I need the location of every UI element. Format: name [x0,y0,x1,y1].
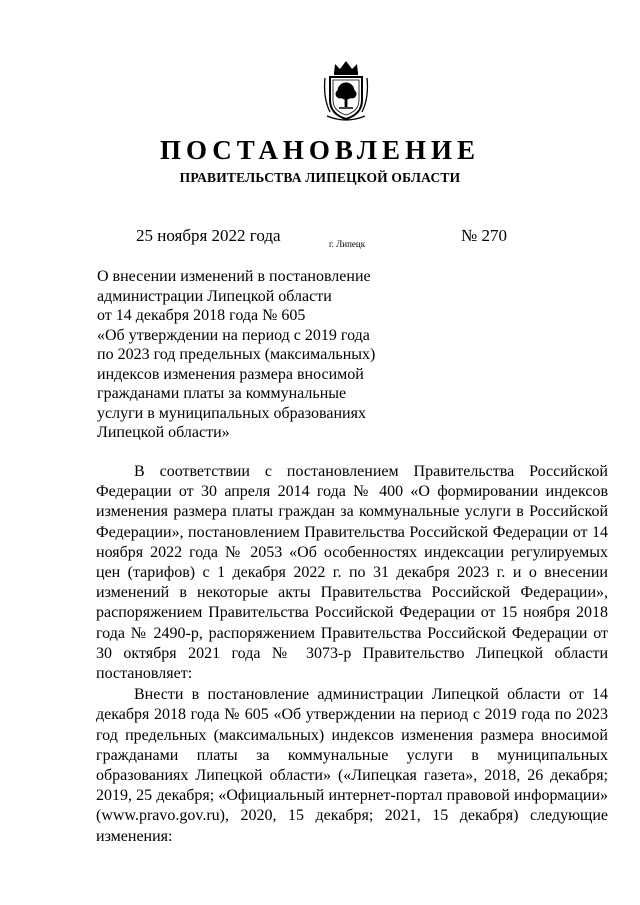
heading-line: Липецкой области» [97,424,230,441]
heading-line: О внесении изменений в постановление [97,268,371,285]
heading-line: от 14 декабря 2018 года № 605 [97,307,306,324]
document-number: № 270 [461,226,507,245]
document-date: 25 ноября 2022 года [136,226,281,245]
body-paragraph: Внести в постановление администрации Липецкой области от 14 декабря 2018 года № 605 «Об утверждении на период с 2019 года по 2023 год предельных (максимальных) индексов изменения размера вносимой гражданами платы за коммунальные услуги в муниципальных образованиях Липецкой области» («Липецкая газета», 2018, 26 декабря; 2019, 25 декабря; «Официальный интернет-портал правовой информации» (www.pravo.gov.ru), 2020, 15 декабря; 2021, 15 декабря) следующие изменения: [96,686,608,845]
heading-line: услуги в муниципальных образованиях [97,404,366,422]
body-paragraph: В соответствии с постановлением Правительства Российской Федерации от 30 апреля 2014 года № 400 «О формировании индексов изменения размера платы граждан за коммунальные услуги в Российской Федерации», постановлением Правительства Российской Федерации от 14 ноября 2022 года № 2053 «Об особенностях индексации регулируемых цен (тарифов) с 1 декабря 2022 г. по 31 декабря 2023 г. и о внесении изменений в некоторые акты Правительства Российской Федерации», распоряжением Правительства Российской Федерации от 15 ноября 2018 года № 2490-р, распоряжением Правительства Российской Федерации от 30 октября 2021 года № 3073-р Правительство Липецкой области постановляет: [96,463,608,683]
heading-line: гражданами платы за коммунальные [97,385,347,402]
heading-line: администрации Липецкой области [97,287,332,305]
document-city: г. Липецк [329,239,366,249]
coat-of-arms-icon [321,58,371,122]
document-title: ПОСТАНОВЛЕНИЕ [159,135,481,165]
document-heading [97,267,397,443]
heading-line: по 2023 год предельных (максимальных) [97,346,376,363]
heading-line: «Об утверждении на период с 2019 года [97,326,370,344]
document-subtitle: ПРАВИТЕЛЬСТВА ЛИПЕЦКОЙ ОБЛАСТИ [179,170,461,185]
heading-line: индексов изменения размера вносимой [97,365,364,383]
document-body [96,462,608,848]
